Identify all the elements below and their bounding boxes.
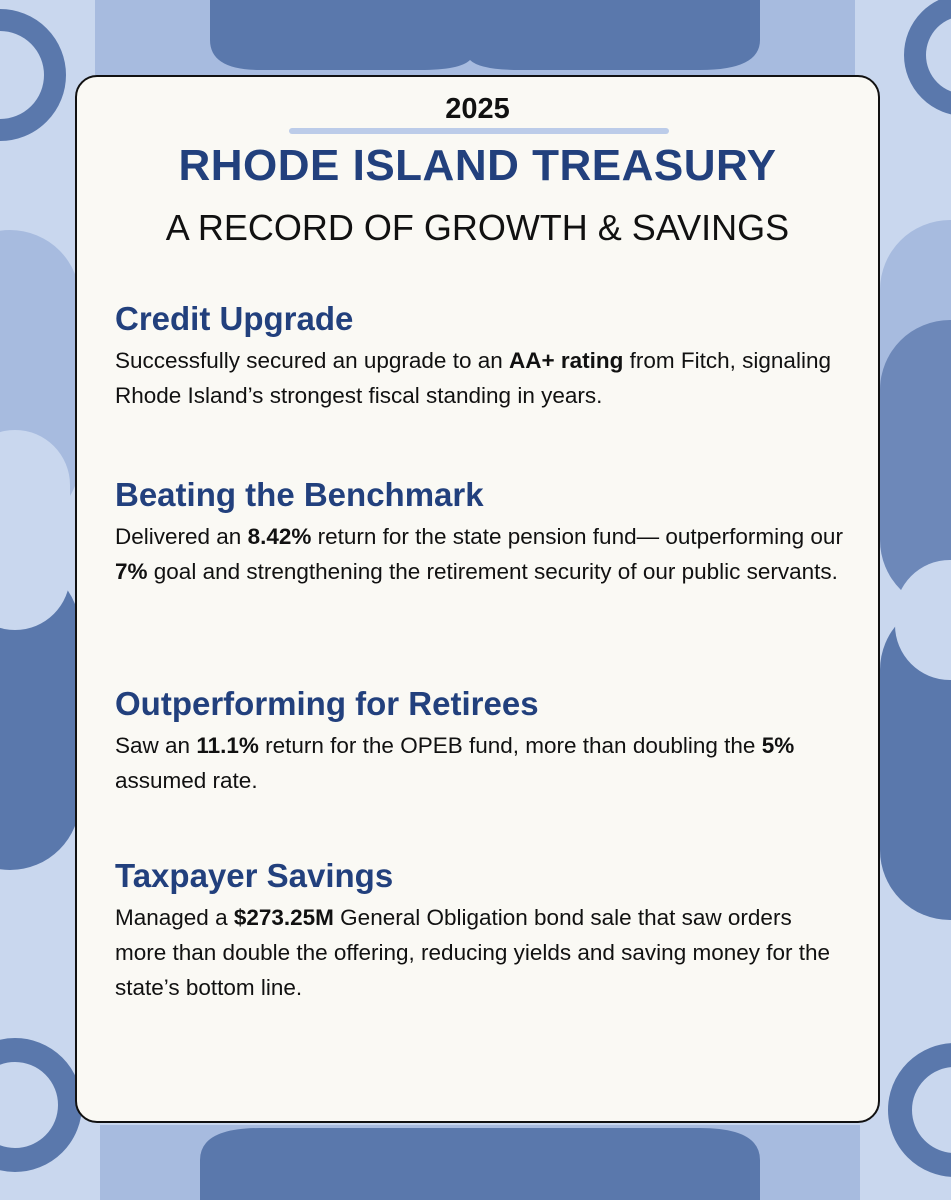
section-beating-benchmark <box>115 475 845 589</box>
section-heading: Outperforming for Retirees <box>115 685 539 722</box>
body-text: Managed a <box>115 905 234 930</box>
body-text: return for the OPEB fund, more than doubling the <box>258 733 762 758</box>
year-label: 2025 <box>445 93 510 125</box>
section-body <box>115 343 845 413</box>
highlight-figure: $273.25M <box>233 905 334 930</box>
highlight-figure: 5% <box>761 733 795 758</box>
section-body <box>115 728 845 798</box>
section-heading: Beating the Benchmark <box>115 476 484 513</box>
section-outperforming-retirees <box>115 684 845 798</box>
section-heading: Credit Upgrade <box>115 300 354 337</box>
section-credit-upgrade <box>115 299 845 413</box>
highlight-figure: AA+ rating <box>509 348 624 373</box>
section-heading: Taxpayer Savings <box>115 857 394 894</box>
section-body <box>115 519 845 589</box>
summary-card <box>75 75 880 1123</box>
body-text: General Obligation bond sale that saw orders more than double the offering, reducing yields and saving money for the state’s bottom line. <box>115 905 831 1000</box>
section-body <box>115 900 845 1005</box>
body-text: goal and strengthening the retirement security of our public servants. <box>147 559 838 584</box>
highlight-figure: 7% <box>115 559 148 584</box>
body-text: return for the state pension fund— outperforming our <box>311 524 843 549</box>
body-text: Successfully secured an upgrade to an <box>115 348 509 373</box>
highlight-figure: 8.42% <box>247 524 312 549</box>
title-divider <box>289 128 669 134</box>
body-text: assumed rate. <box>115 768 258 793</box>
highlight-figure: 11.1% <box>196 733 259 758</box>
body-text: from Fitch, signaling Rhode Island’s strongest fiscal standing in years. <box>115 348 831 408</box>
body-text: Delivered an <box>115 524 248 549</box>
body-text: Saw an <box>115 733 197 758</box>
page-subtitle: A RECORD OF GROWTH & SAVINGS <box>165 207 790 248</box>
page-title: RHODE ISLAND TREASURY <box>178 141 777 190</box>
section-taxpayer-savings <box>115 856 845 1005</box>
